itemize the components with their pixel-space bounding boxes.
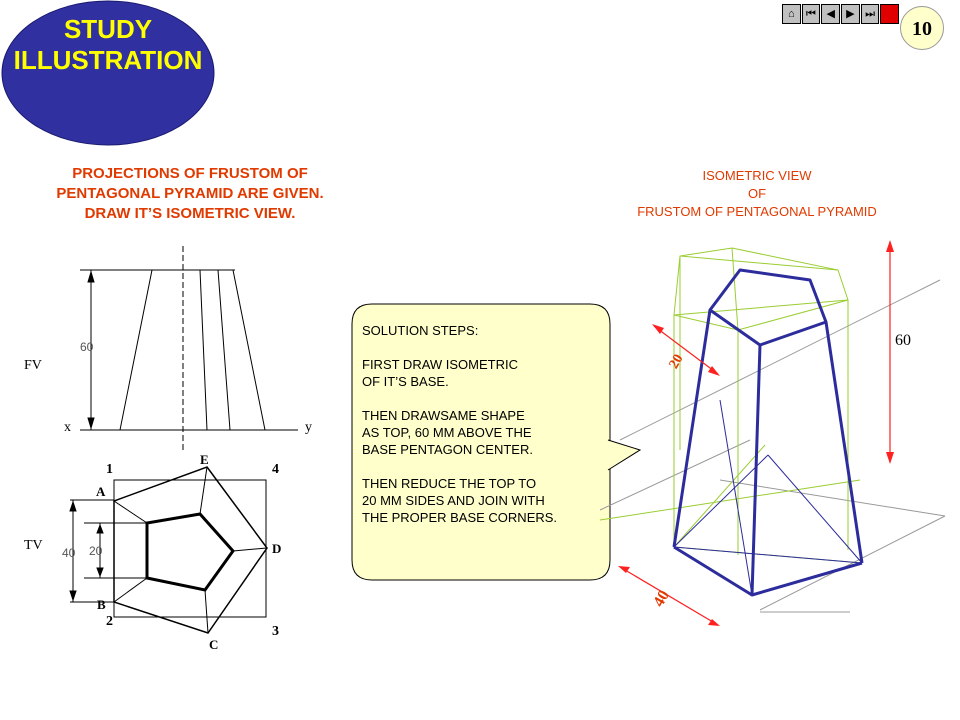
corner-2: 2	[106, 614, 113, 629]
solution-title: SOLUTION STEPS:	[362, 323, 479, 338]
last-icon: ⏭	[865, 7, 875, 20]
step2-line2: AS TOP, 60 MM ABOVE THE	[362, 425, 532, 440]
step2-line3: BASE PENTAGON CENTER.	[362, 442, 533, 457]
iso-dim-20: 20	[666, 351, 687, 372]
badge-title: STUDY ILLUSTRATION	[13, 14, 203, 75]
tv-label: TV	[24, 538, 43, 553]
point-b: B	[97, 597, 106, 612]
isometric-view	[600, 240, 945, 626]
page-number: 10	[900, 6, 944, 50]
solution-steps	[362, 322, 612, 526]
front-view	[80, 246, 298, 450]
point-e: E	[200, 452, 209, 467]
y-label: y	[305, 420, 312, 435]
prev-icon: ◀	[826, 7, 835, 20]
iso-dim-60: 60	[895, 332, 911, 349]
corner-4: 4	[272, 462, 279, 477]
step2-line1: THEN DRAWSAME SHAPE	[362, 408, 525, 423]
tv-dim-20: 20	[89, 544, 103, 558]
step3-line2: 20 MM SIDES AND JOIN WITH	[362, 493, 545, 508]
step3-line1: THEN REDUCE THE TOP TO	[362, 476, 537, 491]
corner-3: 3	[272, 624, 279, 639]
step1-line1: FIRST DRAW ISOMETRIC	[362, 357, 518, 372]
iso-dim-40: 40	[650, 587, 673, 610]
fv-label: FV	[24, 358, 42, 373]
first-icon: ⏮	[806, 7, 816, 20]
point-a: A	[96, 484, 106, 499]
x-label: x	[64, 420, 71, 435]
step1-line2: OF IT’S BASE.	[362, 374, 449, 389]
point-d: D	[272, 541, 282, 556]
fv-height-dim: 60	[80, 340, 94, 354]
next-icon: ▶	[846, 7, 855, 20]
problem-statement: PROJECTIONS OF FRUSTOM OF PENTAGONAL PYRAMID ARE GIVEN. DRAW IT’S ISOMETRIC VIEW.	[56, 165, 324, 222]
step3-line3: THE PROPER BASE CORNERS.	[362, 510, 558, 525]
home-icon: ⌂	[788, 7, 795, 20]
point-c: C	[209, 637, 219, 652]
corner-1: 1	[106, 462, 113, 477]
tv-dim-40: 40	[62, 546, 76, 560]
isometric-view-title: ISOMETRIC VIEW OF FRUSTOM OF PENTAGONAL PYRAMID	[637, 168, 877, 219]
